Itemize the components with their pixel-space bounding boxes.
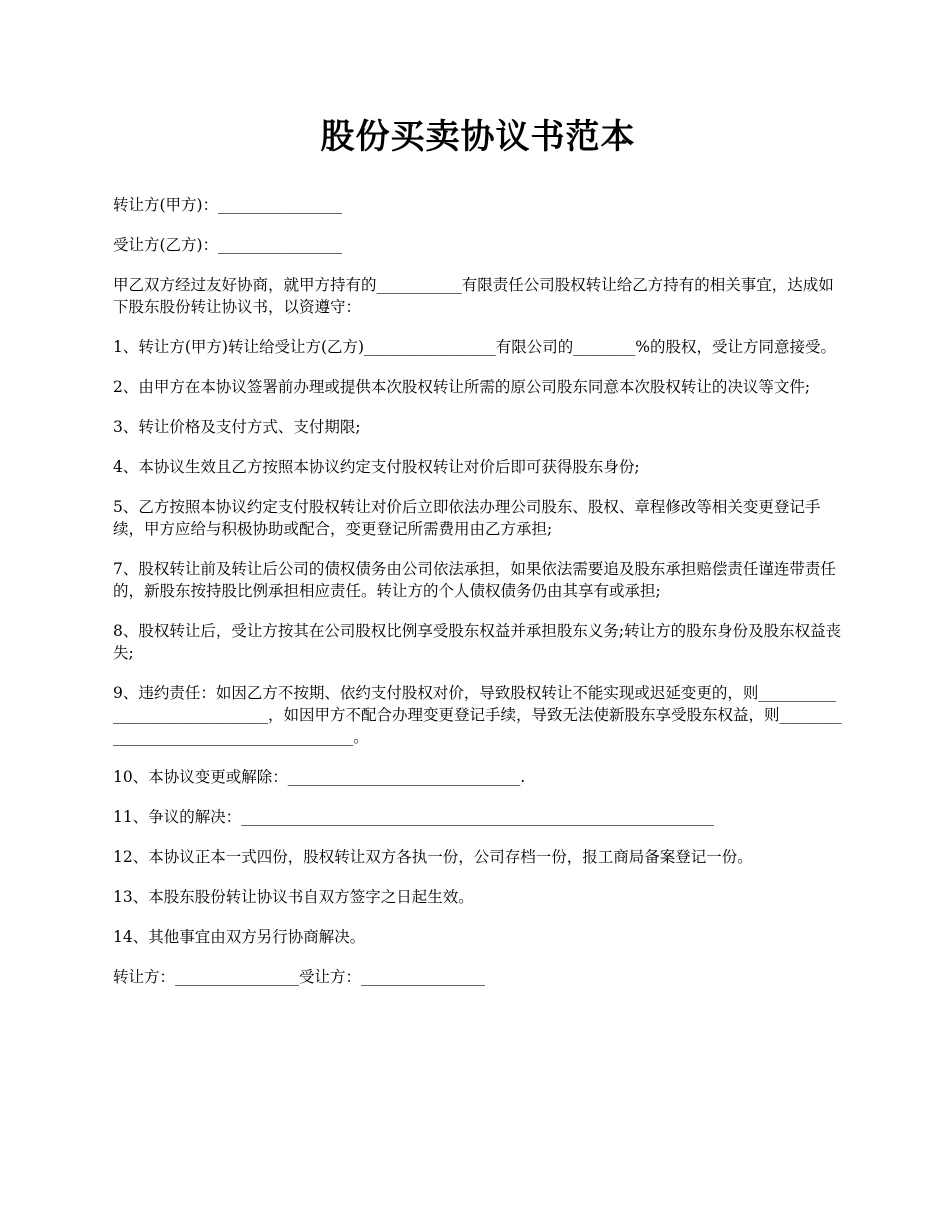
clause-14: 14、其他事宜由双方另行协商解决。: [113, 928, 366, 946]
clause-2: 2、由甲方在本协议签署前办理或提供本次股权转让所需的原公司股东同意本次股权转让的决议等文件;: [113, 378, 811, 396]
clause-9: 9、违约责任：如因乙方不按期、依约支付股权对价，导致股权转让不能实现或迟延变更的，则______________________________，如因甲方不配合办理变更登记手续，导致无法使新股东享受股东权益，则_______________________________________。: [113, 684, 842, 746]
clause-13: 13、本股东股份转让协议书自双方签字之日起生效。: [113, 888, 474, 906]
clause-3: 3、转让价格及支付方式、支付期限;: [113, 418, 361, 436]
clause-12: 12、本协议正本一式四份，股权转让双方各执一份，公司存档一份，报工商局备案登记一份。: [113, 848, 753, 866]
document-title: 股份买卖协议书范本: [320, 117, 636, 157]
clause-5: 5、乙方按照本协议约定支付股权转让对价后立即依法办理公司股东、股权、章程修改等相关变更登记手续，甲方应给与积极协助或配合，变更登记所需费用由乙方承担;: [113, 498, 821, 538]
document-page: [113, 110, 843, 1006]
clause-8: 8、股权转让后，受让方按其在公司股权比例享受股东权益并承担股东义务;转让方的股东身份及股东权益丧失;: [113, 622, 842, 662]
transferee-line: 受让方(乙方)：________________: [113, 236, 343, 254]
clause-7: 7、股权转让前及转让后公司的债权债务由公司依法承担，如果依法需要追及股东承担赔偿责任谨连带责任的，新股东按持股比例承担相应责任。转让方的个人债权债务仍由其享有或承担;: [113, 560, 836, 600]
clause-11: 11、争议的解决：_____________________________________________________________: [113, 808, 714, 826]
signature-line: 转让方：________________受让方：________________: [113, 968, 486, 986]
clause-1: 1、转让方(甲方)转让给受让方(乙方)_________________有限公司的________%的股权，受让方同意接受。: [113, 338, 837, 356]
clause-10: 10、本协议变更或解除：______________________________.: [113, 768, 526, 786]
clause-4: 4、本协议生效且乙方按照本协议约定支付股权转让对价后即可获得股东身份;: [113, 458, 640, 476]
transferor-line: 转让方(甲方)：________________: [113, 196, 343, 214]
preamble-paragraph: 甲乙双方经过友好协商，就甲方持有的___________有限责任公司股权转让给乙方持有的相关事宜，达成如下股东股份转让协议书，以资遵守：: [113, 276, 834, 316]
